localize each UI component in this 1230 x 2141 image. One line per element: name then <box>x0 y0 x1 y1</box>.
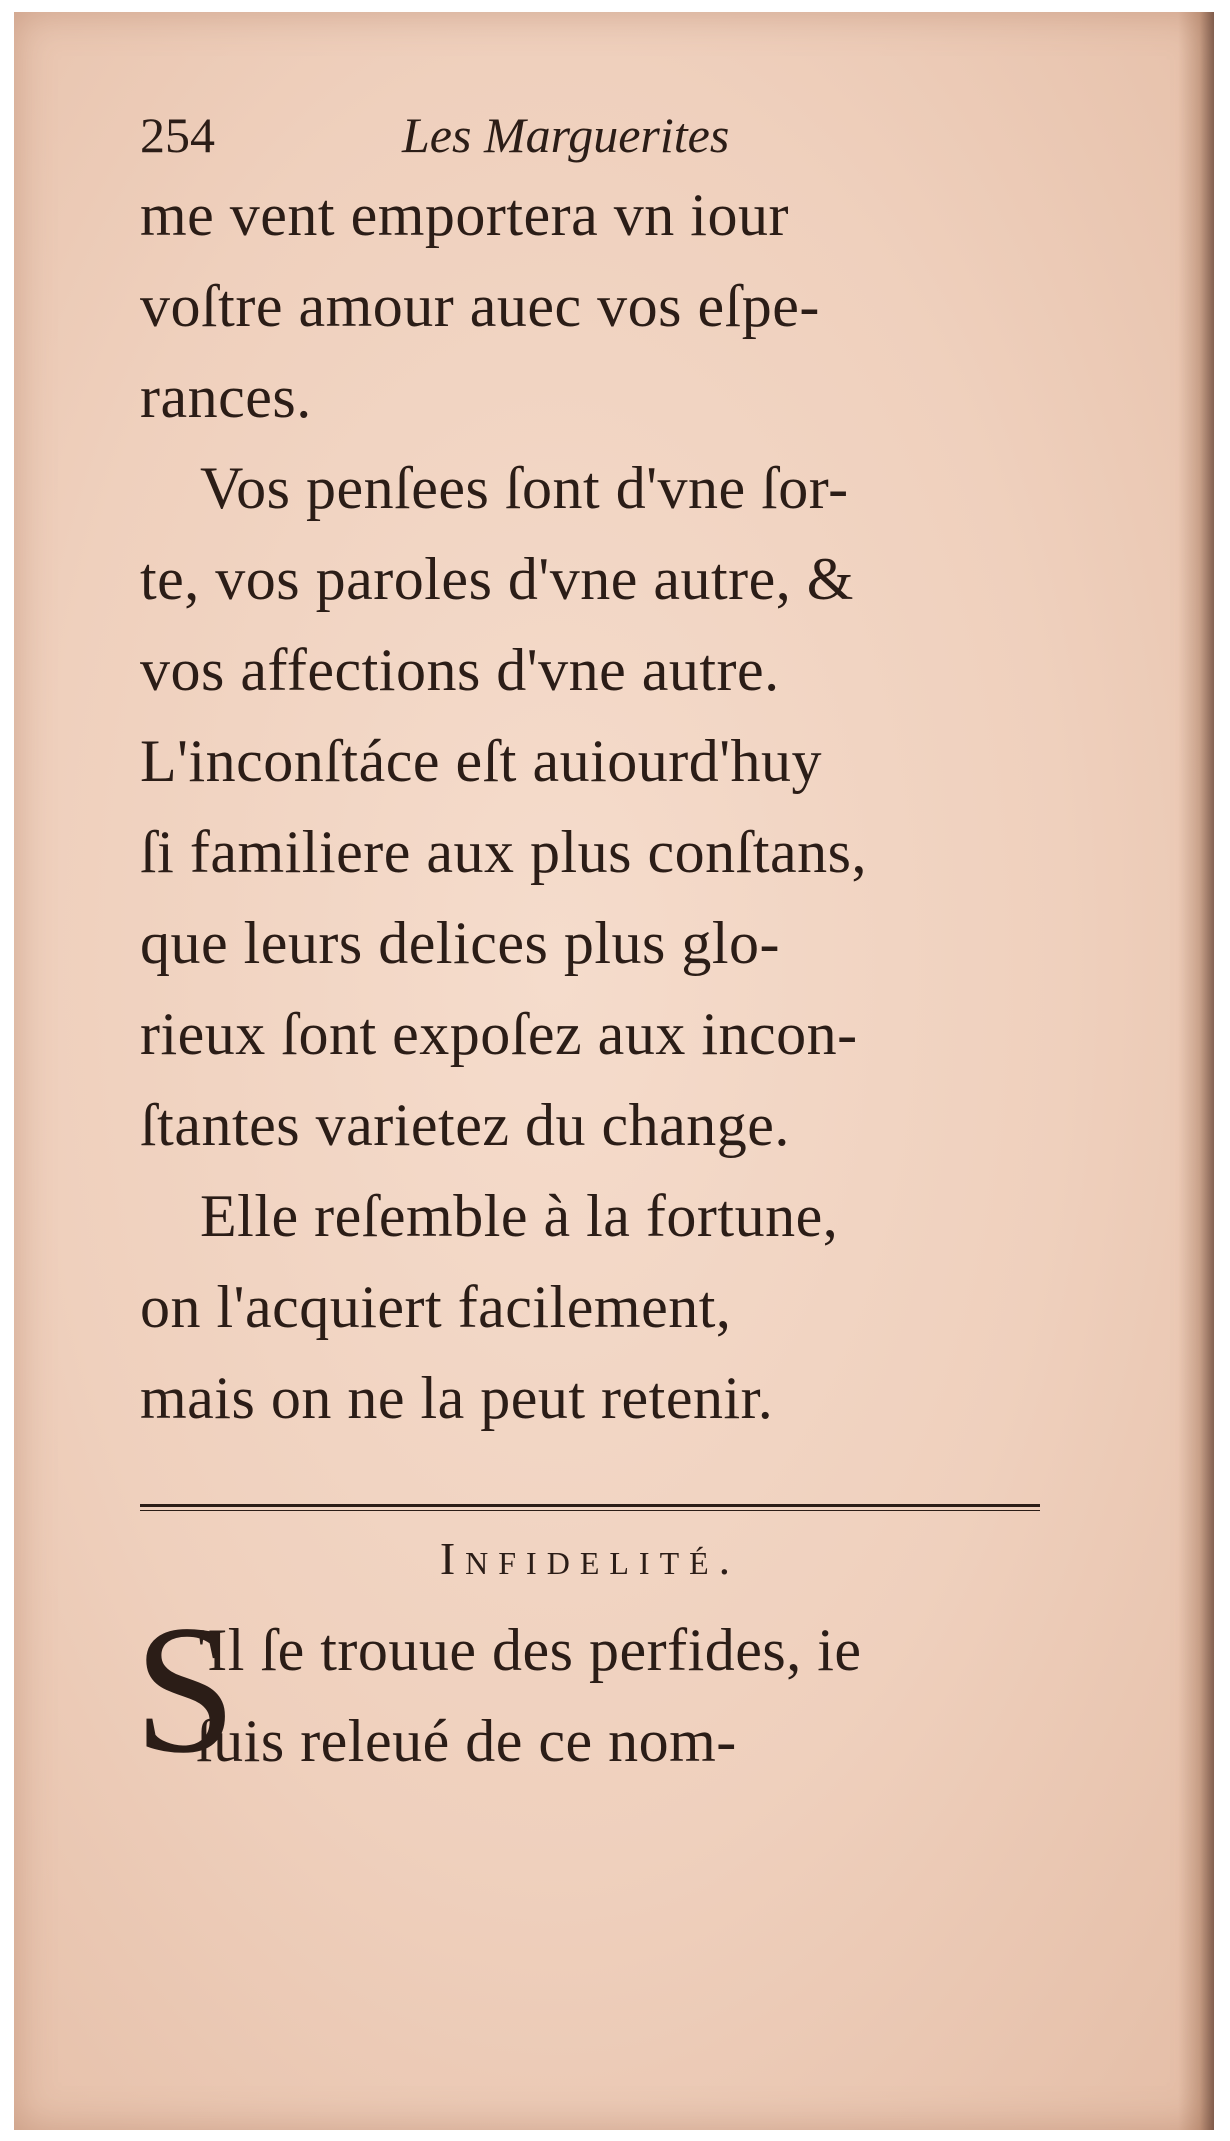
paragraph-start-line: L'inconſtáce eſt auiourd'huy <box>140 728 823 794</box>
paragraph-start-line: Elle reſemble à la fortune, <box>200 1183 839 1249</box>
page-gutter-shadow <box>1178 12 1214 2130</box>
text-line: on l'acquiert facilement, <box>140 1274 732 1340</box>
section-divider-rule <box>140 1504 1040 1511</box>
text-line: me vent emportera vn iour <box>140 182 789 248</box>
text-line: vos affections d'vne autre. <box>140 637 780 703</box>
text-line: rieux ſont expoſez aux incon- <box>140 1001 858 1067</box>
text-line: que leurs delices plus glo- <box>140 910 781 976</box>
drop-cap: S <box>134 1587 237 1791</box>
paragraph-start-line: Vos penſees ſont d'vne ſor- <box>200 455 849 521</box>
text-line: 'Il ſe trouue des perfides, ie <box>196 1617 862 1683</box>
text-line: mais on ne la peut retenir. <box>140 1365 774 1431</box>
text-line: ſtantes varietez du change. <box>140 1092 790 1158</box>
page-number: 254 <box>140 107 215 163</box>
text-line: rances. <box>140 364 312 430</box>
text-block <box>134 100 1090 1791</box>
section-paragraph <box>134 1587 1090 1791</box>
text-line: ſi familiere aux plus conſtans, <box>140 819 867 885</box>
section-heading: Infidelité. <box>439 1533 741 1584</box>
text-line: ſuis releué de ce nom- <box>196 1708 737 1774</box>
running-head <box>140 100 1090 170</box>
running-title: Les Marguerites <box>402 107 730 163</box>
text-line: voſtre amour auec vos eſpe- <box>140 273 820 339</box>
book-page <box>14 12 1214 2130</box>
text-line: te, vos paroles d'vne autre, & <box>140 546 854 612</box>
